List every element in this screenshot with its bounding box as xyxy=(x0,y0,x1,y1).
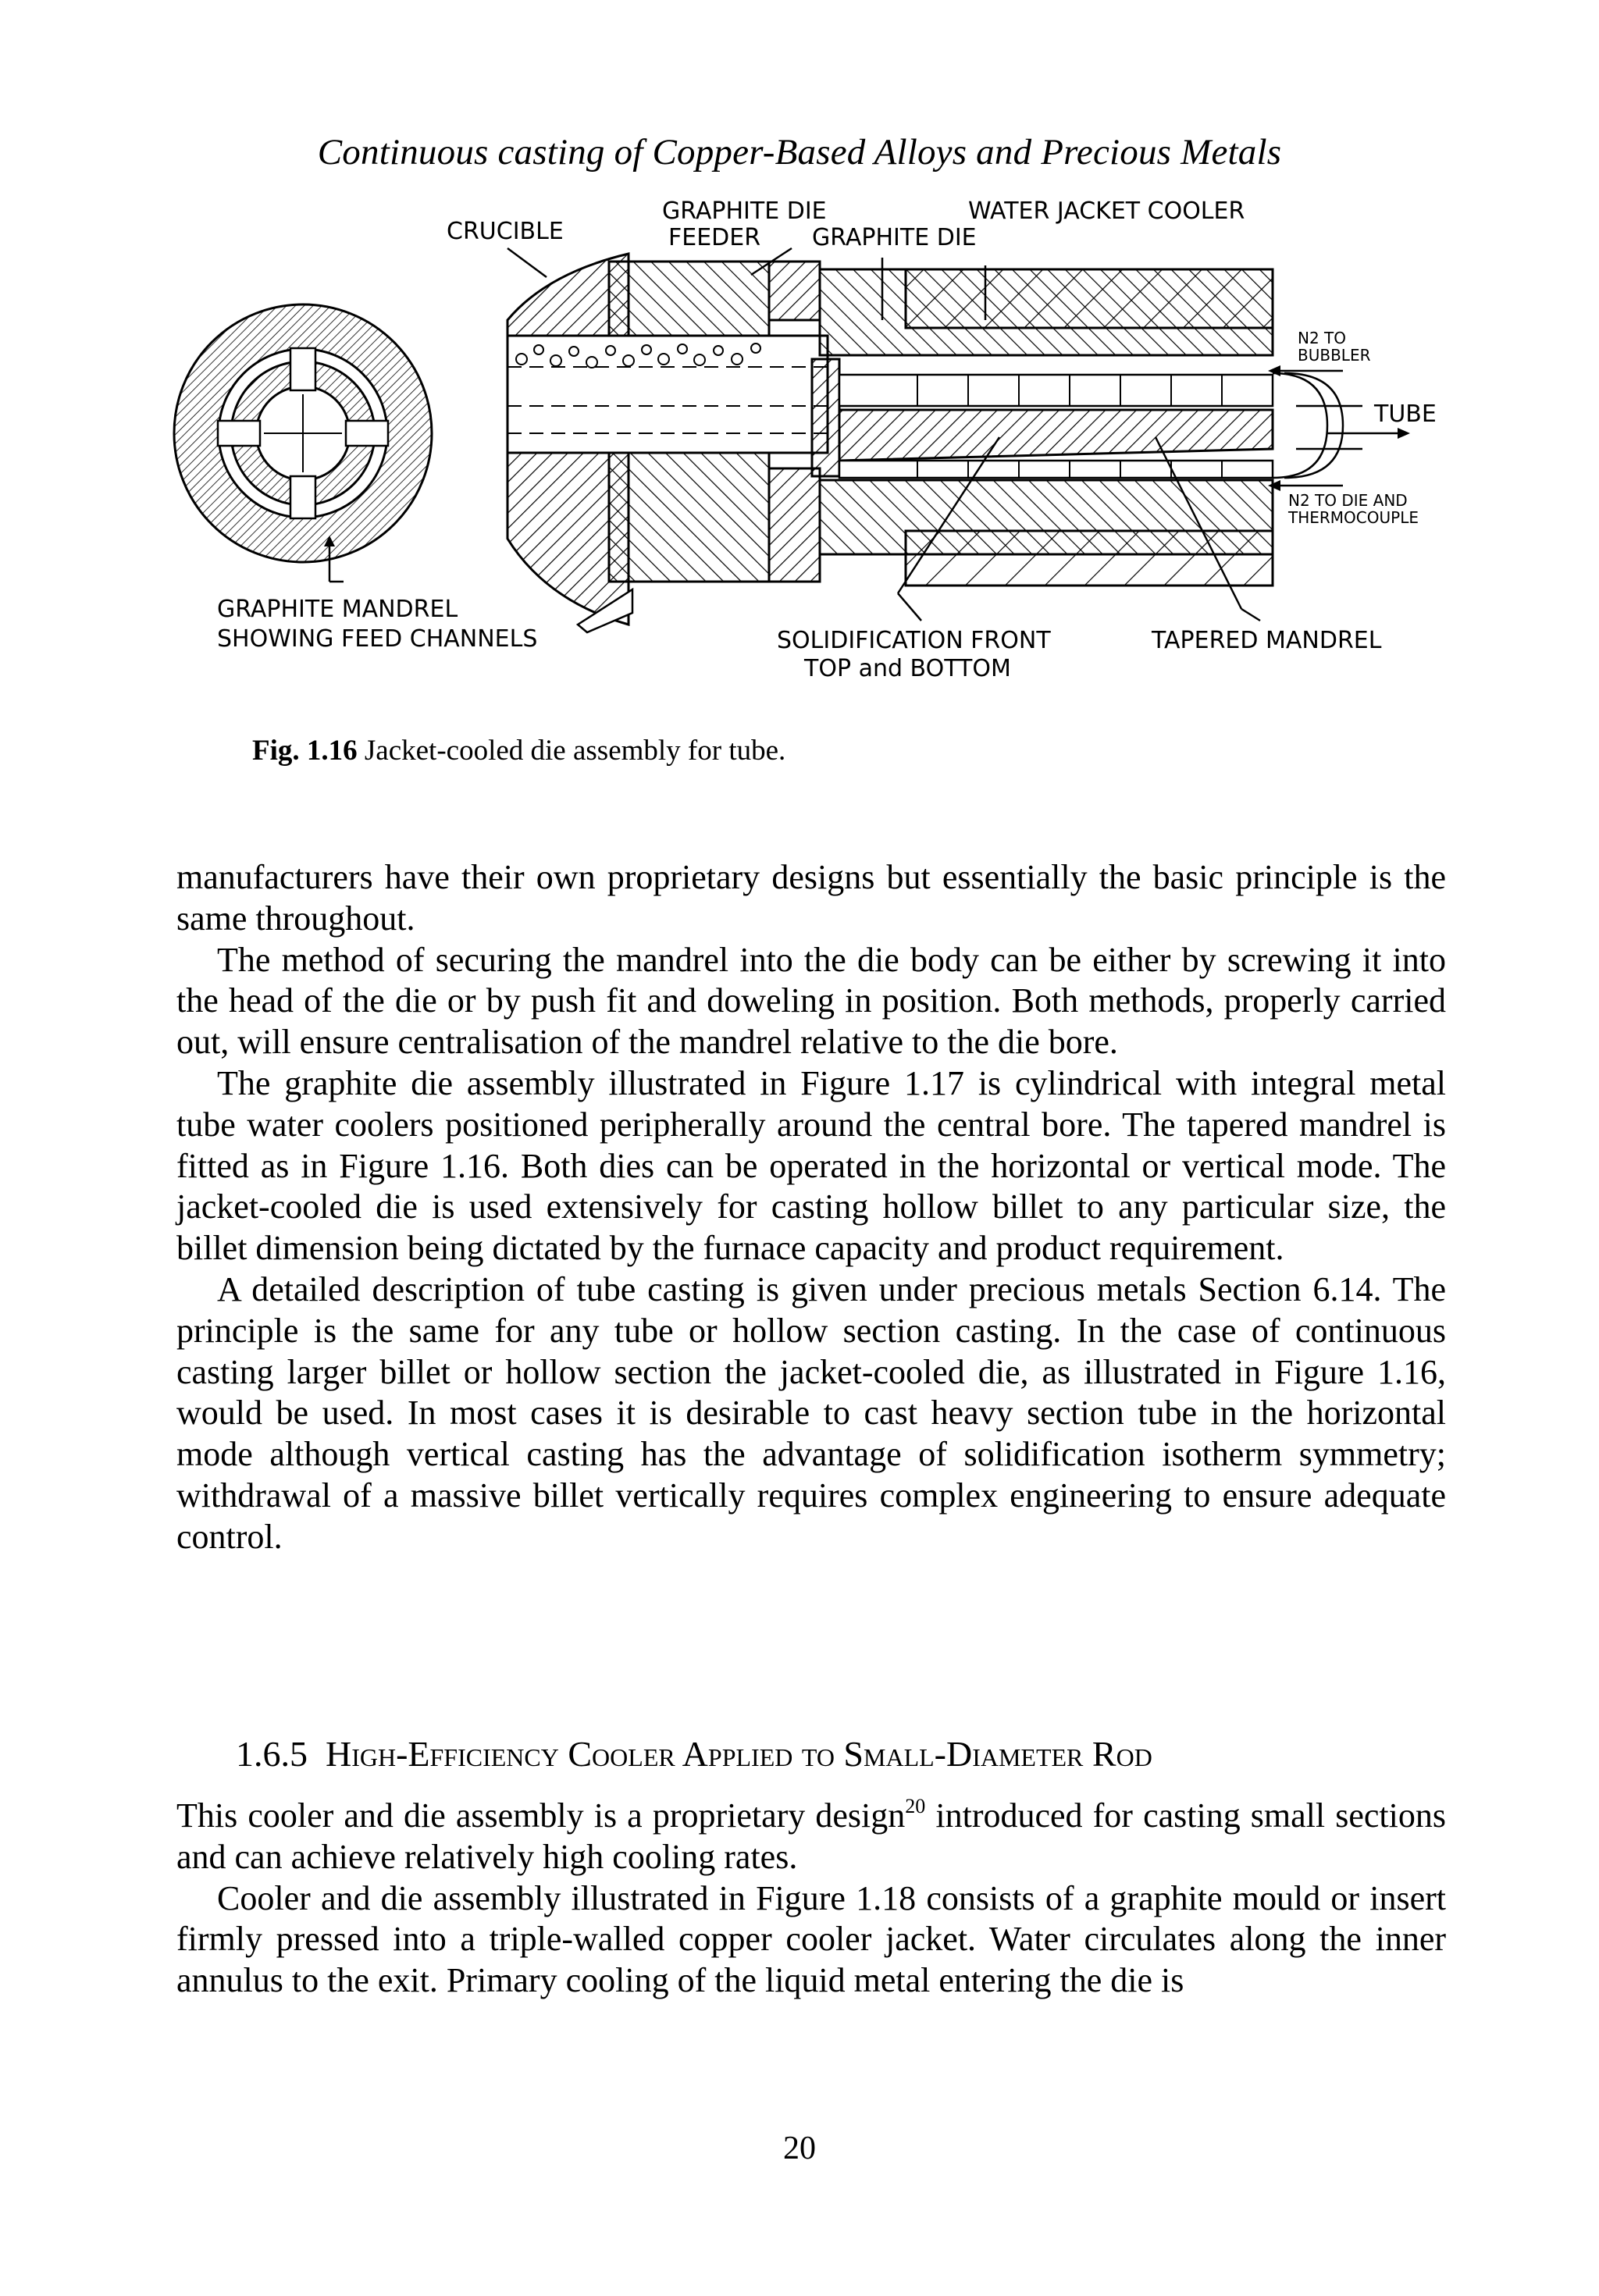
label-solidification-front-2: TOP and BOTTOM xyxy=(804,655,1011,682)
section-title: High-Efficiency Cooler Applied to Small-Diameter Rod xyxy=(326,1734,1152,1774)
figure-caption xyxy=(252,734,785,767)
figure-caption-text: Jacket-cooled die assembly for tube. xyxy=(364,735,786,767)
section-paragraph-1-a: This cooler and die assembly is a proprietary design xyxy=(176,1796,906,1835)
paragraph-4: A detailed description of tube casting is given under precious metals Section 6.14. The principle is the same for any tube or hollow section casting. In the case of continuous casting larger billet or hollow section the jacket-cooled die, as illustrated in Figure 1.16, would be used. In most cases it is desirable to cast heavy section tube in the horizontal mode although vertical casting has the advantage of solidification isotherm symmetry; withdrawal of a massive billet vertically requires complex engineering to ensure adequate control. xyxy=(176,1269,1446,1556)
label-solidification-front-1: SOLIDIFICATION FRONT xyxy=(777,627,1051,654)
body-text-bottom xyxy=(176,1796,1446,2002)
paragraph-2: The method of securing the mandrel into the die body can be either by screwing it into the head of the die or by push fit and doweling in position. Both methods, properly carried out, will ensure centralisation of the mandrel relative to the die bore. xyxy=(176,940,1446,1062)
label-graphite-die: GRAPHITE DIE xyxy=(812,224,977,251)
label-n2-die-1: N2 TO DIE AND xyxy=(1288,491,1408,510)
section-heading xyxy=(236,1733,1152,1775)
label-graphite-mandrel-2: SHOWING FEED CHANNELS xyxy=(217,625,538,653)
section-paragraph-2: Cooler and die assembly illustrated in Figure 1.18 consists of a graphite mould or insert firmly pressed into a triple-walled copper cooler jacket. Water circulates along the inner annulus to the exit. Primary cooling of the liquid metal entering the die is xyxy=(176,1878,1446,2000)
label-n2-bubbler-1: N2 TO xyxy=(1298,329,1347,347)
body-text-top xyxy=(176,857,1446,1558)
section-paragraph-1 xyxy=(176,1796,1446,1878)
n2-arrows xyxy=(1268,365,1343,491)
mandrel-cross-section xyxy=(174,304,432,582)
figure-jacket-cooled-die xyxy=(0,0,1599,734)
reference-marker: 20 xyxy=(905,1795,926,1817)
running-head: Continuous casting of Copper-Based Alloys and Precious Metals xyxy=(317,132,1282,173)
figure-caption-number: Fig. 1.16 xyxy=(252,735,358,767)
label-n2-bubbler-2: BUBBLER xyxy=(1298,346,1371,365)
label-crucible: CRUCIBLE xyxy=(447,218,564,245)
page-number: 20 xyxy=(783,2130,816,2166)
tapered-mandrel xyxy=(839,375,1273,478)
paragraph-1: manufacturers have their own proprietary designs but essentially the basic principle is the same throughout. xyxy=(176,858,1446,938)
label-tapered-mandrel: TAPERED MANDREL xyxy=(1152,627,1382,654)
label-graphite-die-feeder-1: GRAPHITE DIE xyxy=(662,198,827,225)
label-graphite-mandrel-1: GRAPHITE MANDREL xyxy=(217,596,458,623)
label-tube: TUBE xyxy=(1374,400,1437,428)
section-number: 1.6.5 xyxy=(236,1734,308,1774)
section-paragraph-1-b: introduced for casting small sections and can achieve relatively high cooling rates. xyxy=(176,1796,1446,1876)
feed-channel xyxy=(507,336,828,453)
label-n2-die-2: THERMOCOUPLE xyxy=(1288,508,1419,527)
paragraph-3: The graphite die assembly illustrated in Figure 1.17 is cylindrical with integral metal tube water coolers positioned peripherally around the central bore. The tapered mandrel is fitted as in Figure 1.16. Both dies can be operated in the horizontal or vertical mode. The jacket-cooled die is used extensively for casting hollow billet to any particular size, the billet dimension being dictated by the furnace capacity and product requirement. xyxy=(176,1063,1446,1268)
label-water-jacket-cooler: WATER JACKET COOLER xyxy=(968,198,1245,225)
label-graphite-die-feeder-2: FEEDER xyxy=(668,224,761,251)
